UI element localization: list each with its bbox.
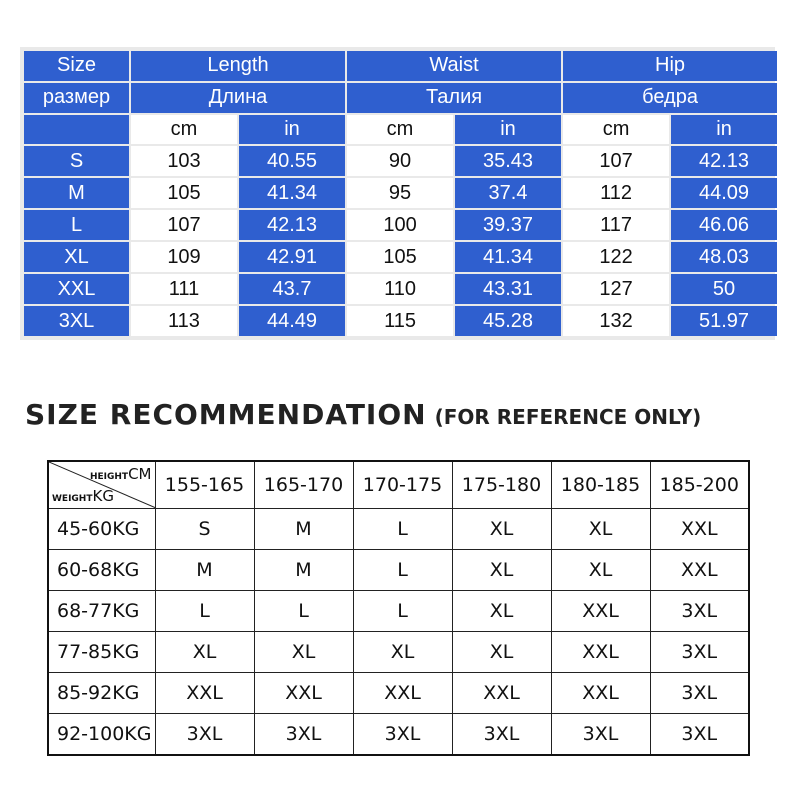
recommended-size-cell: XL — [155, 632, 254, 673]
recommendation-table — [47, 460, 750, 756]
cm-value-cell: 117 — [563, 210, 669, 240]
recommended-size-cell: XXL — [254, 673, 353, 714]
recommended-size-cell: 3XL — [353, 714, 452, 756]
in-value-cell: 44.09 — [671, 178, 777, 208]
in-value-cell: 46.06 — [671, 210, 777, 240]
unit-cell: cm — [347, 115, 453, 145]
unit-cell: cm — [131, 115, 237, 145]
recommended-size-cell: XXL — [353, 673, 452, 714]
size-row — [24, 210, 777, 240]
recommended-size-cell: L — [254, 591, 353, 632]
cm-value-cell: 111 — [131, 274, 237, 304]
size-chart — [20, 47, 775, 340]
recommended-size-cell: M — [155, 550, 254, 591]
size-row — [24, 242, 777, 272]
cm-value-cell: 110 — [347, 274, 453, 304]
recommended-size-cell: 3XL — [254, 714, 353, 756]
size-label: S — [24, 146, 129, 176]
size-label: L — [24, 210, 129, 240]
unit-blank-cell — [24, 115, 129, 145]
recommended-size-cell: XL — [551, 509, 650, 550]
in-value-cell: 43.7 — [239, 274, 345, 304]
size-row — [24, 274, 777, 304]
in-value-cell: 42.13 — [671, 146, 777, 176]
recommended-size-cell: L — [353, 509, 452, 550]
weight-range-label: 77-85KG — [48, 632, 155, 673]
height-range-header: 170-175 — [353, 461, 452, 509]
cm-value-cell: 95 — [347, 178, 453, 208]
weight-row — [48, 632, 749, 673]
in-value-cell: 41.34 — [455, 242, 561, 272]
size-label: XL — [24, 242, 129, 272]
in-value-cell: 44.49 — [239, 306, 345, 336]
size-header: Size — [24, 51, 129, 81]
recommended-size-cell: 3XL — [452, 714, 551, 756]
cm-value-cell: 105 — [347, 242, 453, 272]
weight-row — [48, 509, 749, 550]
unit-cell: in — [671, 115, 777, 145]
recommended-size-cell: XXL — [155, 673, 254, 714]
cm-value-cell: 115 — [347, 306, 453, 336]
recommendation-title — [25, 398, 775, 431]
in-value-cell: 50 — [671, 274, 777, 304]
hip-header: Hip — [563, 51, 777, 81]
weight-row — [48, 673, 749, 714]
recommended-size-cell: XL — [452, 509, 551, 550]
in-value-cell: 43.31 — [455, 274, 561, 304]
height-range-header: 155-165 — [155, 461, 254, 509]
size-row — [24, 178, 777, 208]
in-value-cell: 40.55 — [239, 146, 345, 176]
cm-value-cell: 112 — [563, 178, 669, 208]
weight-range-label: 45-60KG — [48, 509, 155, 550]
height-range-header: 165-170 — [254, 461, 353, 509]
recommended-size-cell: S — [155, 509, 254, 550]
in-value-cell: 42.13 — [239, 210, 345, 240]
in-value-cell: 37.4 — [455, 178, 561, 208]
in-value-cell: 42.91 — [239, 242, 345, 272]
recommended-size-cell: 3XL — [650, 673, 749, 714]
height-range-header: 175-180 — [452, 461, 551, 509]
weight-row — [48, 714, 749, 756]
recommended-size-cell: L — [353, 591, 452, 632]
cm-value-cell: 105 — [131, 178, 237, 208]
hip-header-ru: бедра — [563, 83, 777, 113]
recommended-size-cell: M — [254, 550, 353, 591]
cm-value-cell: 109 — [131, 242, 237, 272]
corner-cell — [48, 461, 155, 509]
recommended-size-cell: XL — [254, 632, 353, 673]
recommended-size-cell: XL — [452, 591, 551, 632]
unit-cell: cm — [563, 115, 669, 145]
cm-value-cell: 90 — [347, 146, 453, 176]
weight-range-label: 85-92KG — [48, 673, 155, 714]
size-chart-table — [22, 49, 779, 338]
recommended-size-cell: XXL — [650, 509, 749, 550]
recommended-size-cell: 3XL — [155, 714, 254, 756]
size-row — [24, 306, 777, 336]
cm-value-cell: 100 — [347, 210, 453, 240]
in-value-cell: 35.43 — [455, 146, 561, 176]
length-header: Length — [131, 51, 345, 81]
recommended-size-cell: 3XL — [650, 632, 749, 673]
recommended-size-cell: 3XL — [551, 714, 650, 756]
recommended-size-cell: 3XL — [650, 714, 749, 756]
in-value-cell: 45.28 — [455, 306, 561, 336]
in-value-cell: 41.34 — [239, 178, 345, 208]
in-value-cell: 51.97 — [671, 306, 777, 336]
cm-value-cell: 113 — [131, 306, 237, 336]
weight-row — [48, 550, 749, 591]
height-range-header: 185-200 — [650, 461, 749, 509]
weight-row — [48, 591, 749, 632]
size-label: M — [24, 178, 129, 208]
recommended-size-cell: XXL — [650, 550, 749, 591]
cm-value-cell: 127 — [563, 274, 669, 304]
waist-header-ru: Талия — [347, 83, 561, 113]
recommended-size-cell: XL — [452, 550, 551, 591]
recommended-size-cell: M — [254, 509, 353, 550]
recommended-size-cell: XXL — [452, 673, 551, 714]
size-row — [24, 146, 777, 176]
recommended-size-cell: XXL — [551, 632, 650, 673]
weight-axis-label: WEIGHTKG — [52, 487, 114, 505]
unit-cell: in — [239, 115, 345, 145]
recommended-size-cell: L — [155, 591, 254, 632]
recommended-size-cell: XL — [353, 632, 452, 673]
cm-value-cell: 122 — [563, 242, 669, 272]
waist-header: Waist — [347, 51, 561, 81]
weight-range-label: 92-100KG — [48, 714, 155, 756]
recommended-size-cell: XL — [551, 550, 650, 591]
weight-range-label: 60-68KG — [48, 550, 155, 591]
recommendation-title-main: SIZE RECOMMENDATION — [25, 398, 427, 431]
in-value-cell: 48.03 — [671, 242, 777, 272]
recommended-size-cell: XL — [452, 632, 551, 673]
recommended-size-cell: XXL — [551, 591, 650, 632]
unit-cell: in — [455, 115, 561, 145]
cm-value-cell: 107 — [131, 210, 237, 240]
height-axis-label: HEIGHTCM — [89, 465, 152, 483]
cm-value-cell: 103 — [131, 146, 237, 176]
size-label: XXL — [24, 274, 129, 304]
cm-value-cell: 132 — [563, 306, 669, 336]
recommended-size-cell: L — [353, 550, 452, 591]
in-value-cell: 39.37 — [455, 210, 561, 240]
recommended-size-cell: XXL — [551, 673, 650, 714]
weight-range-label: 68-77KG — [48, 591, 155, 632]
height-range-header: 180-185 — [551, 461, 650, 509]
recommended-size-cell: 3XL — [650, 591, 749, 632]
recommendation-subtitle: (FOR REFERENCE ONLY) — [434, 405, 702, 429]
size-label: 3XL — [24, 306, 129, 336]
length-header-ru: Длина — [131, 83, 345, 113]
cm-value-cell: 107 — [563, 146, 669, 176]
size-header-ru: размер — [24, 83, 129, 113]
